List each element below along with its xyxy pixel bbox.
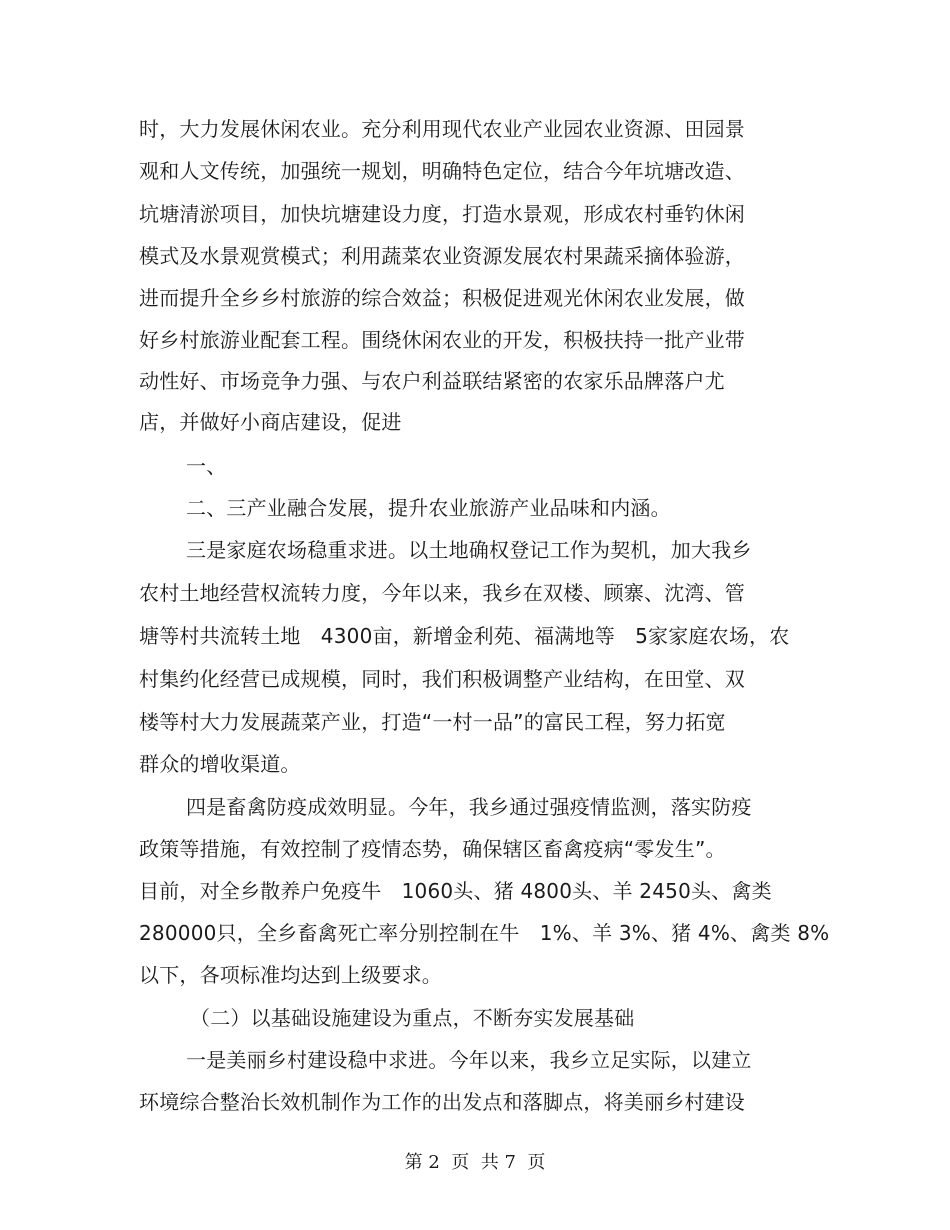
section-line: 二、三产业融合发展，提升农业旅游产业品味和内涵。 [186,496,671,520]
paragraph-line: 动性好、市场竞争力强、与农户利益联结紧密的农家乐品牌落户尤 [139,369,725,393]
paragraph-line: 以下，各项标准均达到上级要求。 [139,963,442,987]
section-heading: （二）以基础设施建设为重点，不断夯实发展基础 [190,1006,635,1030]
paragraph-line: 模式及水景观赏模式；利用蔬菜农业资源发展农村果蔬采摘体验游， [139,244,745,268]
paragraph-line: 进而提升全乡乡村旅游的综合效益；积极促进观光休闲农业发展，做 [139,286,745,310]
paragraph-line: 坑塘清淤项目，加快坑塘建设力度，打造水景观，形成农村垂钓休闲 [139,202,745,226]
paragraph-line: 楼等村大力发展蔬菜产业，打造“一村一品”的富民工程，努力拓宽 [139,710,726,734]
paragraph-line: 店，并做好小商店建设，促进 [139,410,402,434]
paragraph-line: 好乡村旅游业配套工程。围绕休闲农业的开发，积极扶持一批产业带 [139,328,745,352]
paragraph-line: 农村土地经营权流转力度，今年以来，我乡在双楼、顾寨、沈湾、管 [139,581,745,605]
paragraph-line: 政策等措施，有效控制了疫情态势，确保辖区畜禽疫病“零发生”。 [139,837,726,861]
paragraph-line: 群众的增收渠道。 [139,752,301,776]
paragraph-line: 目前，对全乡散养户免疫牛 1060头、猪 4800头、羊 2450头、禽类 [139,879,772,903]
paragraph-first-line: 三是家庭农场稳重求进。以土地确权登记工作为契机，加大我乡 [186,538,752,562]
list-marker: 一、 [186,454,227,478]
paragraph-first-line: 四是畜禽防疫成效明显。今年，我乡通过强疫情监测，落实防疫 [186,795,752,819]
paragraph-line: 村集约化经营已成规模，同时，我们积极调整产业结构，在田堂、双 [139,667,745,691]
paragraph-line: 塘等村共流转土地 4300亩，新增金利苑、福满地等 5家家庭农场，农 [139,624,790,648]
paragraph-line: 时，大力发展休闲农业。充分利用现代农业产业园农业资源、田园景 [139,117,745,141]
paragraph-line: 环境综合整治长效机制作为工作的出发点和落脚点，将美丽乡村建设 [139,1090,745,1114]
page-number-footer: 第 2 页 共 7 页 [404,1152,546,1173]
paragraph-line: 观和人文传统，加强统一规划，明确特色定位，结合今年坑塘改造、 [139,159,745,183]
paragraph-line: 280000只，全乡畜禽死亡率分别控制在牛 1%、羊 3%、猪 4%、禽类 8% [139,921,830,945]
paragraph-first-line: 一是美丽乡村建设稳中求进。今年以来，我乡立足实际，以建立 [186,1048,752,1072]
